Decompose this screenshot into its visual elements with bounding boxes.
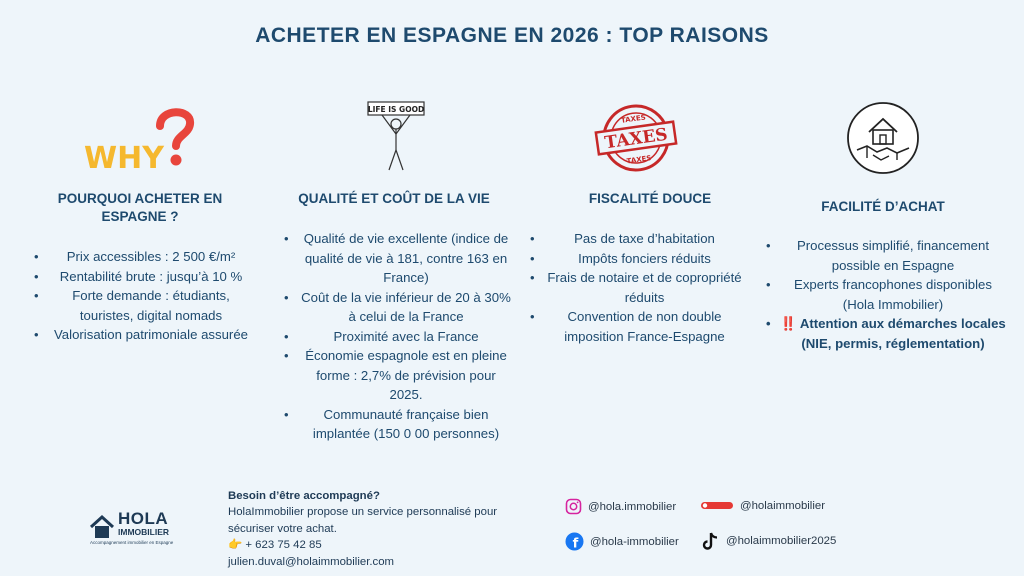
- logo-name: HOLA: [118, 509, 169, 528]
- list-item: • Rentabilité brute : jusqu’à 10 %: [34, 267, 254, 287]
- warning-text: Attention aux démarches locales (NIE, permis, réglementation): [799, 316, 1006, 351]
- list-item: • Économie espagnole est en pleine forme : 2,7% de prévision pour 2025.: [284, 346, 514, 405]
- contact-line: sécuriser votre achat.: [228, 522, 337, 535]
- heading-ease: FACILITÉ D’ACHAT: [821, 199, 945, 214]
- why-question-icon: [82, 104, 197, 174]
- svg-text:f: f: [572, 536, 579, 551]
- list-item: • Coût de la vie inférieur de 20 à 30% à celui de la France: [284, 288, 514, 327]
- tiktok-icon: [702, 531, 720, 551]
- contact-block: [228, 488, 497, 570]
- logo-sub: IMMOBILIER: [118, 527, 169, 537]
- svg-text:TAXES: TAXES: [626, 154, 652, 166]
- hola-immobilier-logo: [88, 507, 188, 547]
- list-item: • Valorisation patrimoniale assurée: [34, 325, 254, 345]
- social-youtube[interactable]: [700, 497, 825, 514]
- list-item: • Qualité de vie excellente (indice de qualité de vie à 181, contre 163 en France): [284, 229, 514, 288]
- instagram-handle: @hola.immobilier: [588, 500, 677, 513]
- youtube-handle: @holaimmobilier: [740, 499, 825, 512]
- svg-text:TAXES: TAXES: [603, 124, 669, 154]
- page-title: ACHETER EN ESPAGNE EN 2026 : TOP RAISONS: [255, 24, 769, 47]
- svg-text:LIFE IS GOOD: LIFE IS GOOD: [367, 105, 425, 114]
- contact-phone[interactable]: 👉 + 623 75 42 85: [228, 539, 322, 552]
- list-taxes: [530, 229, 745, 346]
- list-item: • Forte demande : étudiants, touristes, digital nomads: [34, 286, 254, 325]
- logo-tagline: Accompagnement immobilier en Espagne: [90, 540, 174, 545]
- list-quality: [284, 229, 514, 444]
- social-instagram[interactable]: [565, 498, 676, 515]
- youtube-icon: [700, 497, 734, 514]
- list-item: • Pas de taxe d’habitation: [530, 229, 745, 249]
- list-item: • Prix accessibles : 2 500 €/m²: [34, 247, 254, 267]
- instagram-icon: [565, 498, 582, 515]
- facebook-icon: [565, 532, 584, 551]
- list-item: • Frais de notaire et de copropriété réduits: [530, 268, 745, 307]
- life-is-good-stickman-icon: [366, 100, 428, 172]
- svg-text:WHY: WHY: [84, 141, 164, 174]
- tiktok-handle: @holaimmobilier2025: [726, 535, 837, 547]
- heading-taxes: FISCALITÉ DOUCE: [588, 191, 712, 206]
- list-item: • Impôts fonciers réduits: [530, 249, 745, 269]
- list-ease: [766, 236, 1006, 353]
- list-item: • Convention de non double imposition France-Espagne: [530, 307, 745, 346]
- social-facebook[interactable]: [565, 532, 679, 551]
- facebook-handle: @hola-immobilier: [590, 535, 679, 548]
- warning-item: [766, 314, 1006, 353]
- house-handshake-icon: [845, 100, 921, 176]
- list-item: • Proximité avec la France: [284, 327, 514, 347]
- svg-text:TAXES: TAXES: [620, 113, 647, 125]
- contact-line: HolaImmobilier propose un service personnalisé pour: [228, 506, 498, 519]
- contact-heading: Besoin d’être accompagné?: [228, 490, 380, 502]
- double-exclamation-icon: ‼️: [780, 316, 797, 331]
- list-item: • Experts francophones disponibles (Hola Immobilier): [766, 275, 1006, 314]
- social-tiktok[interactable]: [702, 531, 836, 551]
- list-item: • Processus simplifié, financement possible en Espagne: [766, 236, 1006, 275]
- list-item: • Communauté française bien implantée (150 0 00 personnes): [284, 405, 514, 444]
- contact-email[interactable]: julien.duval@holaimmobilier.com: [228, 555, 395, 568]
- list-why: [34, 247, 254, 345]
- heading-why: POURQUOI ACHETER EN ESPAGNE ?: [57, 191, 223, 224]
- heading-quality: QUALITÉ ET COÛT DE LA VIE: [298, 191, 490, 206]
- taxes-stamp-icon: [593, 103, 679, 173]
